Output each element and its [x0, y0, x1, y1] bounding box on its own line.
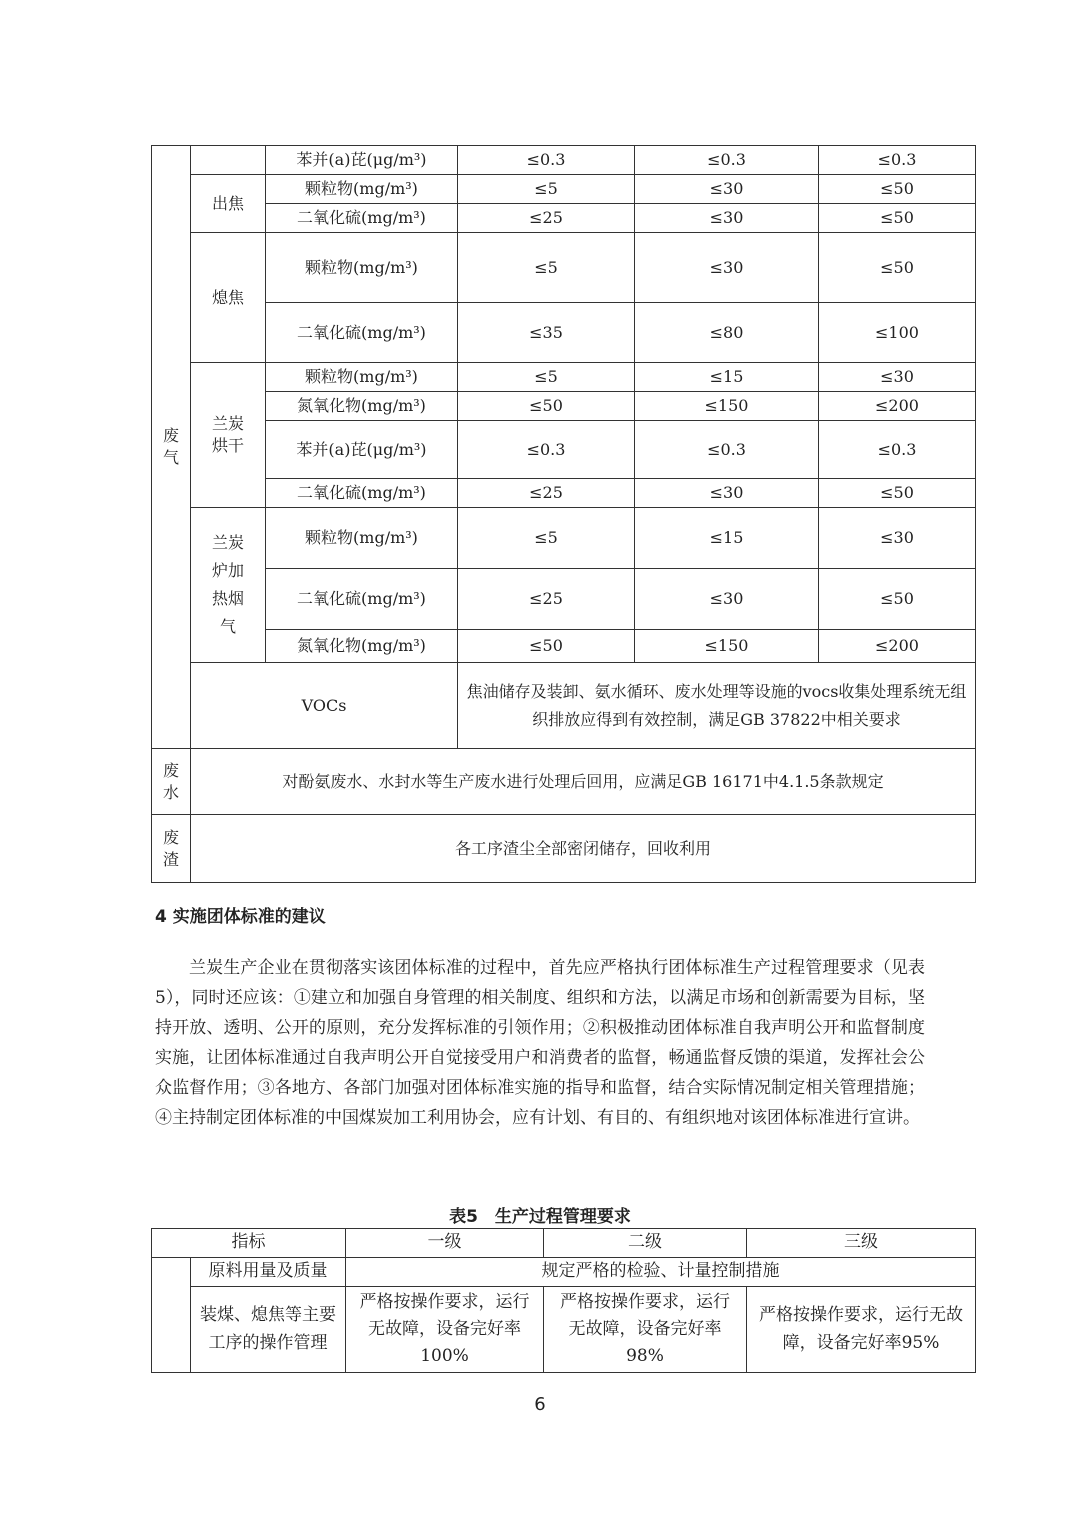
vocs-label: VOCs [191, 663, 458, 749]
table-row [152, 749, 976, 815]
table-row [152, 569, 976, 630]
level3-cell: 严格按操作要求，运行无故障，设备完好率95% [747, 1287, 976, 1373]
level2-cell: 严格按操作要求，运行无故障，设备完好率98% [544, 1287, 747, 1373]
page-number: 6 [534, 1394, 546, 1415]
level1-cell: ≤5 [458, 508, 635, 569]
level2-cell: ≤80 [635, 303, 819, 363]
process-cell [191, 146, 266, 175]
table-row [152, 363, 976, 392]
level3-cell: ≤200 [819, 630, 976, 663]
item-cell: 氮氧化物(mg/m³) [266, 392, 458, 421]
item-cell: 颗粒物(mg/m³) [266, 508, 458, 569]
table-row [152, 1258, 976, 1287]
level1-cell: ≤25 [458, 479, 635, 508]
item-cell: 装煤、熄焦等主要工序的操作管理 [191, 1287, 346, 1373]
level2-cell: ≤150 [635, 630, 819, 663]
level1-cell: ≤50 [458, 392, 635, 421]
category-air: 废气 [152, 146, 191, 749]
emission-limits-table [151, 145, 976, 883]
slag-requirement: 各工序渣尘全部密闭储存，回收利用 [191, 815, 976, 883]
item-cell: 二氧化硫(mg/m³) [266, 303, 458, 363]
table-row [152, 508, 976, 569]
level3-cell: ≤30 [819, 508, 976, 569]
header-cell: 三级 [747, 1229, 976, 1258]
level2-cell: ≤15 [635, 508, 819, 569]
item-cell: 颗粒物(mg/m³) [266, 363, 458, 392]
table-row [152, 663, 976, 749]
level2-cell: ≤30 [635, 204, 819, 233]
level1-cell: ≤0.3 [458, 146, 635, 175]
table-row [152, 233, 976, 303]
table-row [152, 815, 976, 883]
vocs-requirement: 焦油储存及装卸、氨水循环、废水处理等设施的vocs收集处理系统无组织排放应得到有效控制，满足GB 37822中相关要求 [458, 663, 976, 749]
value-cell: 规定严格的检验、计量控制措施 [346, 1258, 976, 1287]
process-cell: 出焦 [191, 175, 266, 233]
table-row [152, 479, 976, 508]
level3-cell: ≤50 [819, 233, 976, 303]
process-cell: 熄焦 [191, 233, 266, 363]
section-heading: 4 实施团体标准的建议 [155, 907, 326, 927]
table-row [152, 421, 976, 479]
item-cell: 氮氧化物(mg/m³) [266, 630, 458, 663]
level2-cell: ≤30 [635, 175, 819, 204]
blank-cell [152, 1258, 191, 1373]
item-cell: 颗粒物(mg/m³) [266, 175, 458, 204]
process-cell: 兰炭炉加热烟气 [191, 508, 266, 663]
level1-cell: ≤35 [458, 303, 635, 363]
table-caption: 表5 生产过程管理要求 [449, 1207, 631, 1227]
table-row [152, 630, 976, 663]
header-cell: 指标 [152, 1229, 346, 1258]
category-water: 废水 [152, 749, 191, 815]
item-cell: 二氧化硫(mg/m³) [266, 204, 458, 233]
level1-cell: ≤50 [458, 630, 635, 663]
category-slag: 废渣 [152, 815, 191, 883]
table-row [152, 146, 976, 175]
water-requirement: 对酚氨废水、水封水等生产废水进行处理后回用，应满足GB 16171中4.1.5条款规定 [191, 749, 976, 815]
table-row [152, 392, 976, 421]
item-cell: 二氧化硫(mg/m³) [266, 569, 458, 630]
table-header-row [152, 1229, 976, 1258]
level3-cell: ≤100 [819, 303, 976, 363]
level1-cell: ≤5 [458, 363, 635, 392]
process-management-table [151, 1228, 976, 1373]
table-row [152, 175, 976, 204]
level2-cell: ≤15 [635, 363, 819, 392]
level3-cell: ≤50 [819, 569, 976, 630]
level2-cell: ≤30 [635, 479, 819, 508]
level1-cell: 严格按操作要求，运行无故障，设备完好率100% [346, 1287, 544, 1373]
level2-cell: ≤30 [635, 569, 819, 630]
level3-cell: ≤50 [819, 175, 976, 204]
level1-cell: ≤0.3 [458, 421, 635, 479]
item-cell: 原料用量及质量 [191, 1258, 346, 1287]
item-cell: 苯并(a)芘(μg/m³) [266, 421, 458, 479]
table-row [152, 1287, 976, 1373]
table-row [152, 303, 976, 363]
level3-cell: ≤50 [819, 204, 976, 233]
level1-cell: ≤5 [458, 233, 635, 303]
level2-cell: ≤30 [635, 233, 819, 303]
process-cell: 兰炭烘干 [191, 363, 266, 508]
level2-cell: ≤150 [635, 392, 819, 421]
level3-cell: ≤0.3 [819, 146, 976, 175]
section-paragraph: 兰炭生产企业在贯彻落实该团体标准的过程中，首先应严格执行团体标准生产过程管理要求（见表5），同时还应该：①建立和加强自身管理的相关制度、组织和方法，以满足市场和创新需要为目标，坚持开放、透明、公开的原则，充分发挥标准的引领作用；②积极推动团体标准自我声明公开和监督制度实施，让团体标准通过自我声明公开自觉接受用户和消费者的监督，畅通监督反馈的渠道，发挥社会公众监督作用；③各地方、各部门加强对团体标准实施的指导和监督，结合实际情况制定相关管理措施；④主持制定团体标准的中国煤炭加工利用协会，应有计划、有目的、有组织地对该团体标准进行宣讲。 [155, 958, 925, 1128]
item-cell: 二氧化硫(mg/m³) [266, 479, 458, 508]
level3-cell: ≤0.3 [819, 421, 976, 479]
table-row [152, 204, 976, 233]
item-cell: 颗粒物(mg/m³) [266, 233, 458, 303]
header-cell: 一级 [346, 1229, 544, 1258]
item-cell: 苯并(a)芘(μg/m³) [266, 146, 458, 175]
level1-cell: ≤5 [458, 175, 635, 204]
level3-cell: ≤30 [819, 363, 976, 392]
level3-cell: ≤200 [819, 392, 976, 421]
level2-cell: ≤0.3 [635, 421, 819, 479]
header-cell: 二级 [544, 1229, 747, 1258]
level3-cell: ≤50 [819, 479, 976, 508]
level2-cell: ≤0.3 [635, 146, 819, 175]
level1-cell: ≤25 [458, 569, 635, 630]
level1-cell: ≤25 [458, 204, 635, 233]
